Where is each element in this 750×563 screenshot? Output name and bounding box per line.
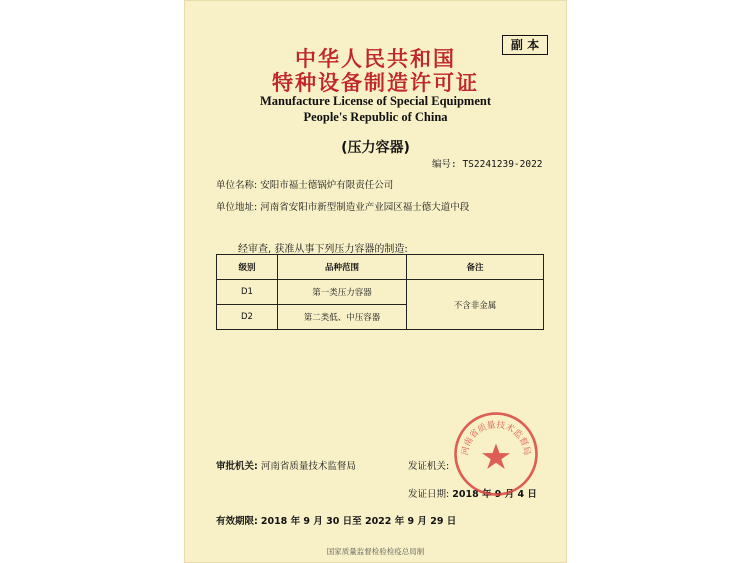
authority-label: 审批机关:: [216, 461, 258, 472]
header-scope: 品种范围: [278, 255, 407, 280]
issuer-label: 发证机关:: [408, 461, 450, 472]
license-serial: 编号: TS2241239-2022: [432, 159, 543, 170]
approval-statement: 经审查, 获准从事下列压力容器的制造:: [238, 244, 408, 255]
row2-scope: 第二类低、中压容器: [278, 305, 407, 330]
official-seal-icon: [452, 410, 540, 498]
scope-table: [216, 254, 544, 330]
unit-address-label: 单位地址:: [216, 202, 258, 213]
validity-value: 2018 年 9 月 30 日至 2022 年 9 月 29 日: [260, 516, 457, 527]
title-cn-line1: 中华人民共和国: [295, 47, 456, 71]
row2-level: D2: [217, 305, 278, 330]
unit-name-label: 单位名称:: [216, 180, 258, 191]
issue-date-value: 2018 年 9 月 4 日: [452, 489, 537, 500]
validity-row: [216, 513, 456, 527]
authority-value: 河南省质量技术监督局: [260, 461, 356, 472]
license-category: (压力容器): [341, 140, 410, 156]
validity-label: 有效期限:: [216, 516, 258, 527]
header-note: 备注: [407, 255, 544, 280]
header-level: 级别: [217, 255, 278, 280]
row1-level: D1: [217, 280, 278, 305]
unit-name-row: [216, 177, 393, 191]
title-en-line2: People's Republic of China: [303, 110, 448, 124]
title-en-line1: Manufacture License of Special Equipment: [259, 94, 492, 108]
table-row: [217, 280, 544, 305]
seal-text: 河南省质量技术监督局: [460, 420, 532, 457]
title-cn-line2: 特种设备制造许可证: [272, 71, 479, 95]
table-header-row: [217, 255, 544, 280]
issue-date-label: 发证日期:: [408, 489, 450, 500]
unit-address-row: [216, 199, 469, 213]
unit-name-value: 安阳市福士德锅炉有限责任公司: [260, 180, 394, 191]
table-note: 不含非金属: [407, 280, 544, 330]
copy-mark: 副 本: [502, 35, 548, 55]
unit-address-value: 河南省安阳市新型制造业产业园区福士德大道中段: [260, 202, 470, 213]
issuer-note: 国家质量监督检验检疫总局制: [326, 547, 425, 556]
row1-scope: 第一类压力容器: [278, 280, 407, 305]
approval-authority-row: [216, 458, 356, 472]
license-certificate: [184, 0, 567, 563]
